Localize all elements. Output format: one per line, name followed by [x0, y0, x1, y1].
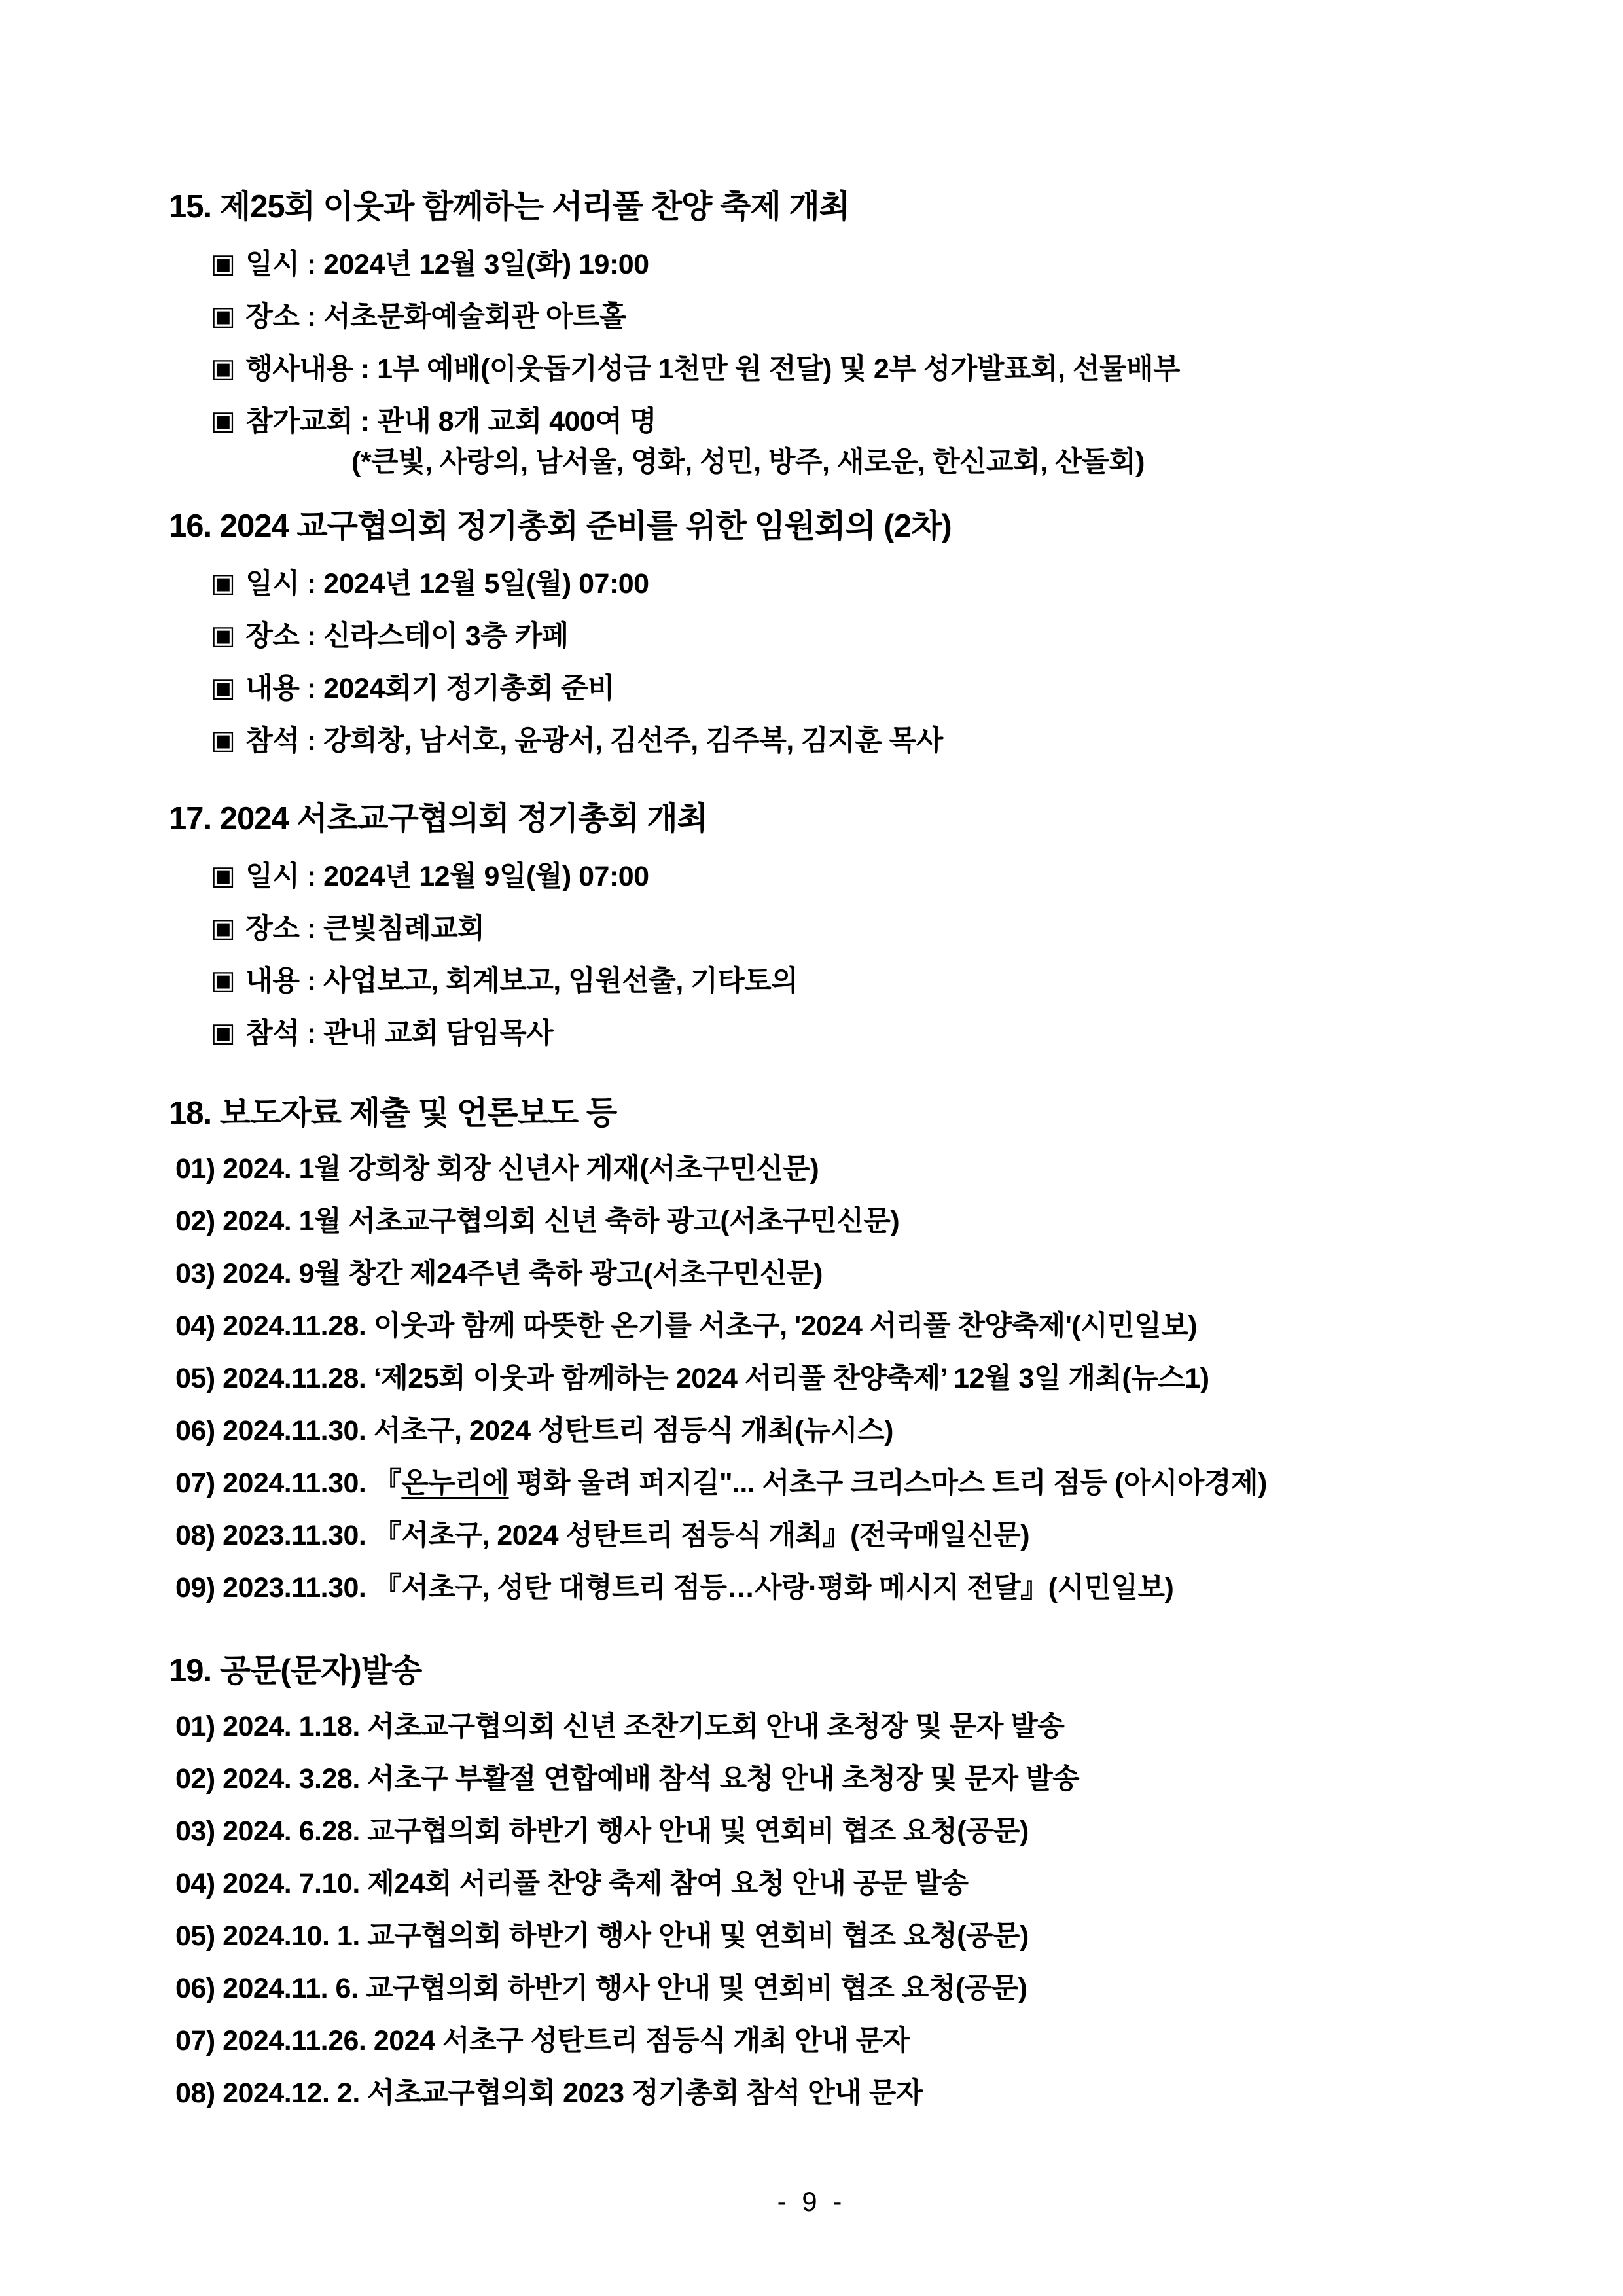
list-item: 01) 2024. 1.18. 서초교구협의회 신년 조찬기도회 안내 초청장 및 문자 발송 [175, 1711, 1065, 1742]
section-heading: 15. 제25회 이웃과 함께하는 서리풀 찬양 축제 개최 [169, 189, 849, 224]
bullet-text: 행사내용 : 1부 예배(이웃돕기성금 1천만 원 전달) 및 2부 성가발표회, 선물배부 [245, 353, 1181, 385]
square-bullet-icon: ▣ [211, 914, 236, 942]
square-bullet-icon: ▣ [211, 569, 236, 598]
square-bullet-icon: ▣ [211, 406, 236, 435]
bullet-text: 참석 : 관내 교회 담임목사 [245, 1018, 554, 1049]
list-item: 04) 2024. 7.10. 제24회 서리풀 찬양 축제 참여 요청 안내 공문 발송 [175, 1868, 969, 1899]
list-item-text: 평화 울려 퍼지길"... 서초구 크리스마스 트리 점등 (아시아경제) [508, 1467, 1267, 1499]
bullet-text: 장소 : 신라스테이 3층 카페 [245, 620, 569, 652]
square-bullet-icon: ▣ [211, 354, 236, 383]
bullet-line [211, 404, 1623, 444]
list-item: 02) 2024. 3.28. 서초구 부활절 연합예배 참석 요청 안내 초청장 및 문자 발송 [175, 1763, 1080, 1795]
bullet-text: 내용 : 사업보고, 회계보고, 임원선출, 기타토의 [245, 965, 798, 997]
bullet-text: 참석 : 강희창, 남서호, 윤광서, 김선주, 김주복, 김지훈 목사 [245, 725, 943, 757]
bullet-text: 일시 : 2024년 12월 3일(화) 19:00 [245, 249, 649, 280]
square-bullet-icon: ▣ [211, 673, 236, 702]
bullet-line [211, 619, 1623, 671]
list-item-text: 07) 2024.11.30. 『 [175, 1467, 402, 1499]
bullet-line [211, 723, 1623, 776]
page-number: - 9 - [777, 2186, 846, 2217]
section-heading: 16. 2024 교구협의회 정기총회 준비를 위한 임원회의 (2차) [169, 509, 952, 544]
list-item: 01) 2024. 1월 강희창 회장 신년사 게재(서초구민신문) [175, 1153, 819, 1185]
list-item: 09) 2023.11.30. 『서초구, 성탄 대형트리 점등…사랑·평화 메시지 전달』(시민일보) [175, 1572, 1174, 1604]
list-item: 02) 2024. 1월 서초교구협의회 신년 축하 광고(서초구민신문) [175, 1206, 900, 1237]
square-bullet-icon: ▣ [211, 861, 236, 890]
list-item: 05) 2024.11.28. ‘제25회 이웃과 함께하는 2024 서리풀 찬양축제’ 12월 3일 개최(뉴스1) [175, 1363, 1209, 1394]
list-item: 05) 2024.10. 1. 교구협의회 하반기 행사 안내 및 연회비 협조 요청(공문) [175, 1920, 1029, 1952]
list-item: 08) 2023.11.30. 『서초구, 2024 성탄트리 점등식 개최』(전국매일신문) [175, 1520, 1030, 1551]
bullet-text: 장소 : 큰빛침례교회 [245, 913, 485, 944]
section-18-press-releases [0, 1094, 1623, 1623]
bullet-text: 참가교회 : 관내 8개 교회 400여 명 [245, 406, 656, 437]
section-16-officers-meeting [0, 507, 1623, 776]
square-bullet-icon: ▣ [211, 621, 236, 650]
bullet-line [211, 1016, 1623, 1068]
underlined-text: 온누리에 [401, 1467, 509, 1499]
list-item: 06) 2024.11.30. 서초구, 2024 성탄트리 점등식 개최(뉴시스) [175, 1415, 893, 1446]
bullet-line [211, 299, 1623, 351]
square-bullet-icon: ▣ [211, 249, 236, 278]
square-bullet-icon: ▣ [211, 966, 236, 995]
list-item: 03) 2024. 6.28. 교구협의회 하반기 행사 안내 및 연회비 협조 요청(공문) [175, 1816, 1029, 1847]
section-heading: 19. 공문(문자)발송 [169, 1653, 422, 1689]
bullet-line [211, 671, 1623, 723]
bullet-text: 장소 : 서초문화예술회관 아트홀 [245, 301, 626, 332]
list-item: 07) 2024.11.26. 2024 서초구 성탄트리 점등식 개최 안내 문자 [175, 2025, 910, 2056]
bullet-line [211, 963, 1623, 1016]
bullet-line [211, 911, 1623, 963]
bullet-line [211, 351, 1623, 404]
list-item: 03) 2024. 9월 창간 제24주년 축하 광고(서초구민신문) [175, 1258, 823, 1289]
bullet-line [211, 247, 1623, 299]
list-item: 06) 2024.11. 6. 교구협의회 하반기 행사 안내 및 연회비 협조 요청(공문) [175, 1973, 1027, 2004]
bullet-text: 일시 : 2024년 12월 5일(월) 07:00 [245, 568, 649, 600]
list-item [175, 1465, 1623, 1518]
participating-churches-note: (*큰빛, 사랑의, 남서울, 영화, 성민, 방주, 새로운, 한신교회, 산돌회) [351, 446, 1145, 478]
bullet-text: 일시 : 2024년 12월 9일(월) 07:00 [245, 861, 649, 892]
bullet-line [211, 859, 1623, 911]
list-item: 04) 2024.11.28. 이웃과 함께 따뜻한 온기를 서초구, '2024 서리풀 찬양축제'(시민일보) [175, 1310, 1198, 1342]
section-15-praise-festival [0, 188, 1623, 497]
square-bullet-icon: ▣ [211, 1018, 236, 1047]
section-17-general-assembly [0, 800, 1623, 1068]
bullet-line [211, 566, 1623, 619]
section-heading: 18. 보도자료 제출 및 언론보도 등 [169, 1096, 617, 1131]
document-content [0, 188, 1623, 2128]
bullet-text: 내용 : 2024회기 정기총회 준비 [245, 673, 615, 704]
list-item: 08) 2024.12. 2. 서초교구협의회 2023 정기총회 참석 안내 문자 [175, 2077, 923, 2109]
square-bullet-icon: ▣ [211, 302, 236, 331]
section-heading: 17. 2024 서초교구협의회 정기총회 개최 [169, 801, 707, 836]
square-bullet-icon: ▣ [211, 726, 236, 755]
section-19-official-letters [0, 1652, 1623, 2128]
